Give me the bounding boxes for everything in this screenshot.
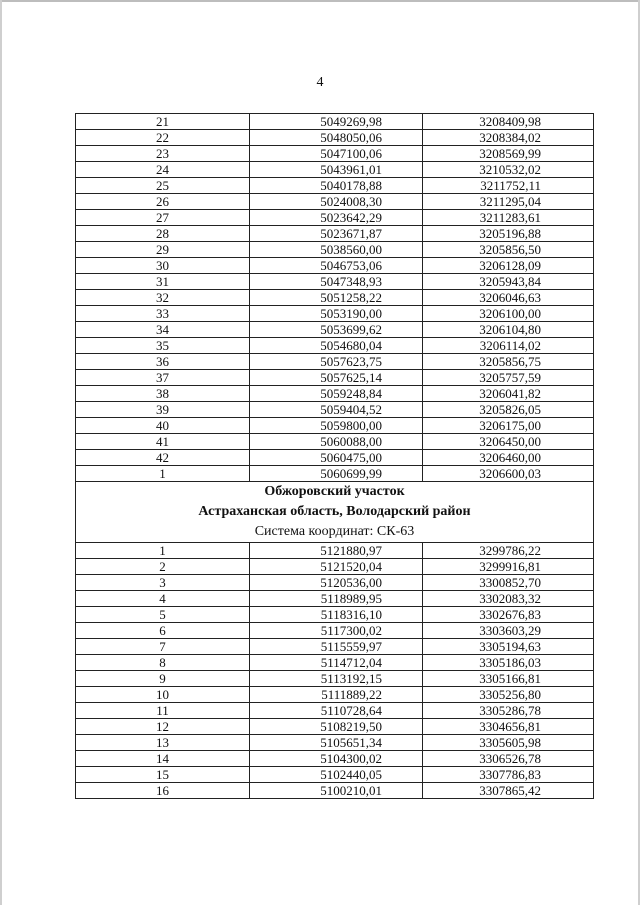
section-title: Обжоровский участок [264,484,405,499]
y-coordinate-cell: 3307786,83 [423,767,594,783]
y-coordinate-cell: 3305286,78 [423,703,594,719]
y-coordinate-cell: 3211295,04 [423,194,594,210]
table-row [76,767,594,783]
y-coordinate-cell: 3302083,32 [423,591,594,607]
point-number-cell: 16 [76,783,250,799]
y-coordinate-cell: 3211283,61 [423,210,594,226]
x-coordinate-cell: 5059404,52 [250,402,423,418]
y-coordinate-cell: 3300852,70 [423,575,594,591]
x-coordinate-cell: 5024008,30 [250,194,423,210]
point-number-cell: 37 [76,370,250,386]
point-number-cell: 6 [76,623,250,639]
point-number-cell: 41 [76,434,250,450]
point-number-cell: 5 [76,607,250,623]
x-coordinate-cell: 5110728,64 [250,703,423,719]
table-row [76,258,594,274]
point-number-cell: 25 [76,178,250,194]
table-row [76,322,594,338]
point-number-cell: 1 [76,466,250,482]
x-coordinate-cell: 5047348,93 [250,274,423,290]
y-coordinate-cell: 3205856,75 [423,354,594,370]
point-number-cell: 15 [76,767,250,783]
x-coordinate-cell: 5104300,02 [250,751,423,767]
scan-edge-top [0,0,640,2]
x-coordinate-cell: 5115559,97 [250,639,423,655]
y-coordinate-cell: 3305605,98 [423,735,594,751]
x-coordinate-cell: 5059800,00 [250,418,423,434]
table-row [76,146,594,162]
table-row [76,543,594,559]
table-row [76,194,594,210]
section-header-row [76,482,594,543]
y-coordinate-cell: 3205826,05 [423,402,594,418]
x-coordinate-cell: 5121520,04 [250,559,423,575]
point-number-cell: 42 [76,450,250,466]
table-row [76,338,594,354]
table-row [76,130,594,146]
point-number-cell: 35 [76,338,250,354]
x-coordinate-cell: 5053190,00 [250,306,423,322]
table-row [76,623,594,639]
y-coordinate-cell: 3206114,02 [423,338,594,354]
x-coordinate-cell: 5120536,00 [250,575,423,591]
y-coordinate-cell: 3206104,80 [423,322,594,338]
y-coordinate-cell: 3305186,03 [423,655,594,671]
point-number-cell: 31 [76,274,250,290]
y-coordinate-cell: 3299916,81 [423,559,594,575]
y-coordinate-cell: 3206046,63 [423,290,594,306]
table-row [76,591,594,607]
point-number-cell: 12 [76,719,250,735]
table-row [76,434,594,450]
table-row [76,210,594,226]
x-coordinate-cell: 5118989,95 [250,591,423,607]
y-coordinate-cell: 3205943,84 [423,274,594,290]
table-row [76,226,594,242]
point-number-cell: 22 [76,130,250,146]
x-coordinate-cell: 5108219,50 [250,719,423,735]
table-row [76,639,594,655]
x-coordinate-cell: 5111889,22 [250,687,423,703]
y-coordinate-cell: 3306526,78 [423,751,594,767]
point-number-cell: 13 [76,735,250,751]
table-row [76,178,594,194]
point-number-cell: 33 [76,306,250,322]
point-number-cell: 14 [76,751,250,767]
x-coordinate-cell: 5043961,01 [250,162,423,178]
point-number-cell: 32 [76,290,250,306]
table-row [76,402,594,418]
x-coordinate-cell: 5051258,22 [250,290,423,306]
x-coordinate-cell: 5040178,88 [250,178,423,194]
table-row [76,418,594,434]
y-coordinate-cell: 3305166,81 [423,671,594,687]
point-number-cell: 24 [76,162,250,178]
x-coordinate-cell: 5057623,75 [250,354,423,370]
y-coordinate-cell: 3307865,42 [423,783,594,799]
point-number-cell: 30 [76,258,250,274]
x-coordinate-cell: 5046753,06 [250,258,423,274]
y-coordinate-cell: 3211752,11 [423,178,594,194]
point-number-cell: 39 [76,402,250,418]
table-row [76,114,594,130]
table-row [76,274,594,290]
point-number-cell: 34 [76,322,250,338]
section-header-cell [76,482,594,543]
y-coordinate-cell: 3302676,83 [423,607,594,623]
point-number-cell: 21 [76,114,250,130]
x-coordinate-cell: 5105651,34 [250,735,423,751]
table-row [76,703,594,719]
table-row [76,687,594,703]
y-coordinate-cell: 3208569,99 [423,146,594,162]
coordinates-table [75,113,594,799]
x-coordinate-cell: 5060475,00 [250,450,423,466]
table-body-part1 [76,114,594,482]
y-coordinate-cell: 3305256,80 [423,687,594,703]
x-coordinate-cell: 5023642,29 [250,210,423,226]
table-row [76,466,594,482]
point-number-cell: 27 [76,210,250,226]
section-coord-system: Система координат: СК-63 [254,524,415,539]
y-coordinate-cell: 3206600,03 [423,466,594,482]
x-coordinate-cell: 5048050,06 [250,130,423,146]
x-coordinate-cell: 5047100,06 [250,146,423,162]
y-coordinate-cell: 3205856,50 [423,242,594,258]
table-row [76,162,594,178]
y-coordinate-cell: 3304656,81 [423,719,594,735]
y-coordinate-cell: 3206100,00 [423,306,594,322]
table-row [76,242,594,258]
x-coordinate-cell: 5118316,10 [250,607,423,623]
y-coordinate-cell: 3206175,00 [423,418,594,434]
point-number-cell: 23 [76,146,250,162]
table-body-part2 [76,543,594,799]
x-coordinate-cell: 5060088,00 [250,434,423,450]
table-row [76,306,594,322]
point-number-cell: 3 [76,575,250,591]
point-number-cell: 11 [76,703,250,719]
table-row [76,607,594,623]
x-coordinate-cell: 5060699,99 [250,466,423,482]
table-row [76,290,594,306]
point-number-cell: 2 [76,559,250,575]
table-row [76,783,594,799]
table-row [76,575,594,591]
y-coordinate-cell: 3206041,82 [423,386,594,402]
point-number-cell: 1 [76,543,250,559]
point-number-cell: 10 [76,687,250,703]
x-coordinate-cell: 5054680,04 [250,338,423,354]
y-coordinate-cell: 3206460,00 [423,450,594,466]
x-coordinate-cell: 5117300,02 [250,623,423,639]
x-coordinate-cell: 5053699,62 [250,322,423,338]
point-number-cell: 26 [76,194,250,210]
section-region: Астраханская область, Володарский район [198,504,471,519]
table-row [76,719,594,735]
y-coordinate-cell: 3205757,59 [423,370,594,386]
x-coordinate-cell: 5113192,15 [250,671,423,687]
y-coordinate-cell: 3305194,63 [423,639,594,655]
y-coordinate-cell: 3208384,02 [423,130,594,146]
table-row [76,671,594,687]
y-coordinate-cell: 3206450,00 [423,434,594,450]
point-number-cell: 8 [76,655,250,671]
y-coordinate-cell: 3206128,09 [423,258,594,274]
y-coordinate-cell: 3303603,29 [423,623,594,639]
x-coordinate-cell: 5059248,84 [250,386,423,402]
page-number: 4 [316,75,324,90]
point-number-cell: 29 [76,242,250,258]
x-coordinate-cell: 5121880,97 [250,543,423,559]
x-coordinate-cell: 5100210,01 [250,783,423,799]
table-row [76,354,594,370]
y-coordinate-cell: 3208409,98 [423,114,594,130]
point-number-cell: 7 [76,639,250,655]
table-row [76,386,594,402]
section-header [76,482,594,543]
point-number-cell: 40 [76,418,250,434]
table-row [76,559,594,575]
point-number-cell: 4 [76,591,250,607]
x-coordinate-cell: 5038560,00 [250,242,423,258]
y-coordinate-cell: 3205196,88 [423,226,594,242]
table-row [76,735,594,751]
point-number-cell: 9 [76,671,250,687]
y-coordinate-cell: 3299786,22 [423,543,594,559]
y-coordinate-cell: 3210532,02 [423,162,594,178]
table-row [76,655,594,671]
x-coordinate-cell: 5057625,14 [250,370,423,386]
table-row [76,370,594,386]
x-coordinate-cell: 5049269,98 [250,114,423,130]
x-coordinate-cell: 5023671,87 [250,226,423,242]
point-number-cell: 36 [76,354,250,370]
point-number-cell: 38 [76,386,250,402]
x-coordinate-cell: 5114712,04 [250,655,423,671]
table-row [76,450,594,466]
point-number-cell: 28 [76,226,250,242]
table-row [76,751,594,767]
x-coordinate-cell: 5102440,05 [250,767,423,783]
scan-edge-left [0,0,2,905]
